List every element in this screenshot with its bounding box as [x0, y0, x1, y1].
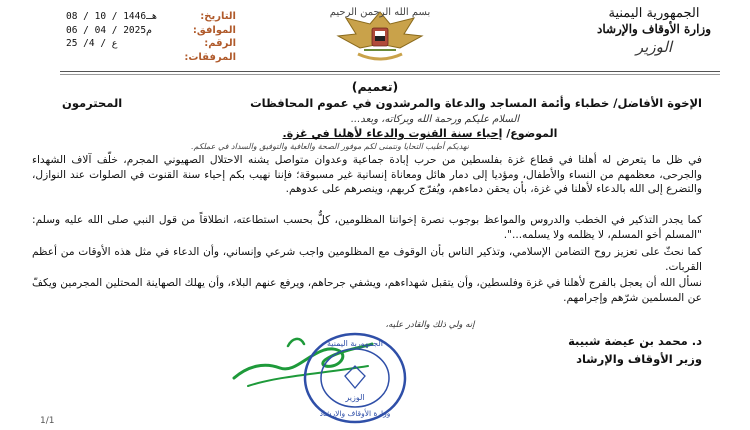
- honorific: المحترمون: [62, 96, 123, 110]
- attachments-row: [66, 51, 236, 65]
- body-paragraph-3: كما نحثّ على تعزيز روح التضامن الإسلامي، وتذكير الناس بأن الوقوف مع المظلومين واجب شرعي وإنساني، وأن الدعاء في مثل هذه الأوقات من أعظم القربات.: [32, 246, 702, 273]
- stamp-top-text: الجمهورية اليمنية: [326, 339, 384, 348]
- reference-block: [66, 10, 236, 64]
- date-hijri-label: التاريخ:: [200, 11, 236, 22]
- ministry-name: وزارة الأوقاف والإرشاد: [597, 22, 711, 36]
- body-paragraph-2: كما يجدر التذكير في الخطب والدروس والمواعظ بوجوب نصرة إخواننا المظلومين، كلٌّ بحسب استطاعته، انطلاقاً من قول النبي صلى الله عليه وسلم: "المسلم أخو المسلم، لا يظلمه ولا يسلمه...".: [32, 214, 702, 241]
- closing-line: إنه ولي ذلك والقادر عليه،: [385, 320, 475, 330]
- ref-value: ع / 4/ 25: [66, 38, 118, 49]
- subject-text: إحياء سنة القنوت والدعاء لأهلنا في غزة.: [282, 127, 503, 140]
- signer-name: د. محمد بن عيضة شبيبة: [568, 334, 702, 348]
- body-paragraph-4: نسأل الله أن يعجل بالفرج لأهلنا في غزة وفلسطين، وأن يتقبل شهداءهم، ويشفي جرحاهم، ويرفع عنهم البلاء، وأن يهلك الصهاينة المحتلين المجرمين ويكفّ عن المسلمين شرّهم وإجرامهم.: [32, 277, 702, 304]
- header-divider: [60, 71, 720, 72]
- addressee: الإخوة الأفاضل/ خطباء وأئمة المساجد والدعاة والمرشدون في عموم المحافظات: [250, 96, 702, 110]
- greeting: السلام عليكم ورحمة الله وبركاته، وبعد...: [350, 114, 520, 125]
- date-greg-value: 06 / 04 / 2025م: [66, 24, 152, 36]
- subject-line: [210, 127, 630, 140]
- seal-icon: [302, 330, 408, 426]
- stamp-center-text: الوزير: [345, 393, 365, 402]
- office-name: الوزير: [635, 38, 673, 56]
- letterhead: [574, 6, 734, 57]
- date-hijri-value: 08 / 10 / 1446هـ: [66, 11, 158, 22]
- circular-title: (تعميم): [351, 79, 399, 94]
- country-name: الجمهورية اليمنية: [608, 6, 700, 21]
- ref-label: الرقم:: [204, 38, 236, 49]
- date-greg-label: الموافق:: [192, 24, 236, 36]
- basmala: بسم الله الرحمن الرحيم: [329, 7, 431, 18]
- ref-row: [66, 37, 236, 51]
- handwritten-note: نهديكم أطيب التحايا ونتمنى لكم موفور الصحة والعافية والتوفيق والسداد في عملكم.: [191, 142, 469, 151]
- official-stamp: [302, 330, 408, 426]
- page-number: 1/1: [40, 416, 55, 426]
- date-greg-row: [66, 24, 236, 38]
- signer-title: وزير الأوقاف والإرشاد: [576, 352, 702, 366]
- header-divider-thin: [60, 74, 720, 75]
- date-hijri-row: [66, 10, 236, 24]
- stamp-bottom-text: وزارة الأوقاف والإرشاد: [319, 409, 391, 418]
- attachments-label: المرفقات:: [184, 51, 236, 63]
- body-paragraph-1: في ظل ما يتعرض له أهلنا في قطاع غزة بفلسطين من حرب إبادة جماعية وعدوان متواصل يشنه الاحتلال الصهيوني المجرم، خلّف آلاف الشهداء والجرحى، معظمهم من النساء والأطفال، ومؤديا إلى دمار هائل ومعاناة إنسانية غير مسبوقة؛ فإننا نهيب بكم إحياء سنة القنوت في الصلوات عند النوازل، والتضرع إلى الله بالدعاء لأهلنا في غزة، بأن يحقن دماءهم، ويُفرّج كربهم، وينصرهم على عدوهم.: [32, 154, 702, 196]
- subject-label: الموضوع/: [506, 127, 558, 140]
